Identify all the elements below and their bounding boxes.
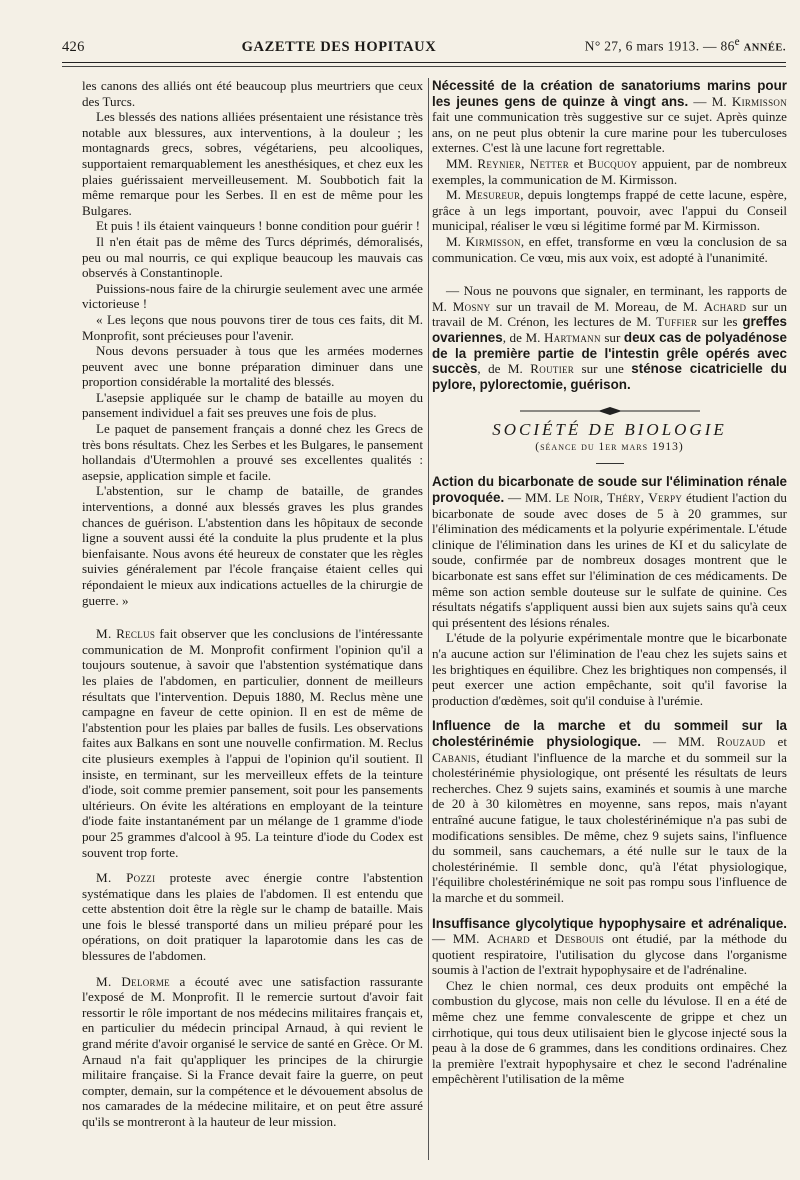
- paragraph: L'abstention, sur le champ de bataille, de grandes interventions, a donné aux blessés graves les plus grandes chances de guérison. L'abstention dans les hôpitaux de seconde ligne a souvent aussi été la conduite la plus prudente et la plus bienfaisante. Nous avons été heureux de constater que les règles suivies généralement par l'école française étaient celles qui répondaient le mieux aux indications actuelles de la chirurgie de guerre. »: [82, 483, 423, 608]
- paragraph: L'étude de la polyurie expérimentale montre que le bicarbonate n'a aucune action sur l'élimination de l'eau chez les sujets sains et les brightiques en équilibre. Chez les brightiques non compensés, il peut exercer une action empêchante, soit qu'il favorise la production d'œdèmes, soit qu'il conduise à l'urémie.: [432, 630, 787, 708]
- paragraph: M. Kirmisson, en effet, transforme en vœu la conclusion de sa communication. Ce vœu, mis aux voix, est adopté à l'unanimité.: [432, 233, 787, 265]
- paragraph-delorme: M. Delorme a écouté avec une satisfaction rassurante l'exposé de M. Monprofit. Il le remercie surtout d'avoir fait ressortir le rôle important de nos médecins militaires français et, en particulier du médecin principal Arnaud, à qui revient le grand mérite d'avoir organisé le service de santé en Grèce. Or M. Arnaud n'a fait qu'appliquer les principes de la chirurgie militaire française. Si la France devait faire la guerre, on peut compter, demain, sur la compétence et le dévouement absolus de nos camarades de la médecine militaire, et on peut être assuré qu'ils se montreront à la hauteur de leur mission.: [82, 973, 423, 1129]
- society-session: (séance du 1er mars 1913): [535, 440, 684, 453]
- paragraph-cholesterinemie: Influence de la marche et du sommeil sur la cholestérinémie physiologique. — MM. Rouzaud et Cabanis, étudiant l'influence de la marche et du sommeil sur la cholestérinémie physiologique, ont présenté les résultats de leurs recherches. Chez 9 sujets sains, examinés et soumis à une marche de 20 à 30 kilomètres en moyenne, sans repos, mais n'ayant entraîné aucune fatigue, le taux cholestérinémique n'a pas subi de modifications sensibles. De même, chez 9 sujets sains, l'influence du sommeil, sans cauchemars, a été nulle sur le taux de la cholestérinémie. Il semble donc, qu'à l'état physiologique, l'équilibre cholestérinémique ne soit pas rompu sous l'influence de la marche et du sommeil.: [432, 718, 787, 905]
- journal-title: GAZETTE DES HOPITAUX: [241, 38, 437, 55]
- paragraph-reclus: M. Reclus fait observer que les conclusions de l'intéressante communication de M. Monprofit confirment l'opinion qu'il a toujours soutenue, à savoir que l'abstention systématique dans les plaies de l'abdomen, en particulier, donnent de meilleurs résultats que l'intervention. Depuis 1880, M. Reclus mène une campagne en faveur de cette opinion. Il en est de même de l'abstention pour les plaies par balles de fusils. Les observations faites aux Balkans en sont une nouvelle confirmation. M. Reclus cite plusieurs exemples à l'appui de l'opinion qu'il soutient. Il insiste, en terminant, sur les merveilleux effets de la teinture d'iode, soit comme premier pansement, soit pour les pansements ultérieurs. On évite les altérations en employant de la teinture d'iode faite instantanément par un mélange de 1 gramme d'iode pour 25 grammes d'alcool à 95. La teinture d'iode du Codex est souvent trop forte.: [82, 626, 423, 860]
- left-column: [82, 78, 423, 1130]
- paragraph: « Les leçons que nous pouvons tirer de tous ces faits, dit M. Monprofit, sont précieuses pour l'avenir.: [82, 311, 423, 343]
- paragraph-rapports: — Nous ne pouvons que signaler, en terminant, les rapports de M. Mosny sur un travail de M. Moreau, de M. Achard sur un travail de M. Crénon, les lectures de M. Tuffier sur les greffes ovariennes, de M. Hartmann sur deux cas de polyadénose de la première partie de l'intestin grêle opérés avec succès, de M. Routier sur une sténose cicatricielle du pylore, pylorectomie, guérison.: [432, 283, 788, 392]
- paragraph: les canons des alliés ont été beaucoup plus meurtriers que ceux des Turcs.: [82, 78, 423, 109]
- issue-info: N° 27, 6 mars 1913. — 86e ANNÉE.: [584, 36, 786, 54]
- paragraph: Le paquet de pansement français a donné chez les Grecs de très bons résultats. Chez les Serbes et les Bulgares, le pansement hollandais d'Utermohlen a prouvé ses excellentes qualités : asepsie, application simple et facile.: [82, 421, 423, 483]
- ornament-rule-icon: [520, 406, 700, 416]
- right-column: [432, 78, 787, 1087]
- society-name: SOCIÉTÉ DE BIOLOGIE: [492, 420, 727, 440]
- paragraph-glycolytique: Insuffisance glycolytique hypophysaire et adrénalique. — MM. Achard et Desbouis ont étudié, par la méthode du quotient respiratoire, l'utilisation du glycose dans l'organisme soumis à l'action de l'extrait hypophysaire et de l'adrénaline.: [432, 915, 787, 978]
- paragraph: Les blessés des nations alliées présentaient une résistance très notable aux blessures, aux interventions, à la douleur ; les montagnards grecs, sobres, végétariens, peu alcooliques, supportaient remarquablement les anesthésiques, et chez eux les plaies guérissaient merveilleusement. M. Soubbotich fait la même remarque pour les Serbes. Il en est de même pour les Bulgares.: [82, 109, 423, 218]
- column-divider: [428, 78, 429, 1160]
- paragraph: L'asepsie appliquée sur le champ de bataille au moyen du pansement individuel a fait ses preuves une fois de plus.: [82, 389, 423, 421]
- society-heading: [432, 406, 787, 464]
- short-rule: [596, 463, 624, 464]
- paragraph: Puissions-nous faire de la chirurgie seulement avec une armée victorieuse !: [82, 280, 423, 312]
- paragraph-sanatoriums: Nécessité de la création de sanatoriums marins pour les jeunes gens de quinze à vingt ans. — M. Kirmisson fait une communication très suggestive sur ce sujet. Après quinze ans, on ne peut plus obtenir la cure marine pour les tuberculoses externes. C'est là une lacune fort regrettable.: [432, 78, 787, 156]
- header-rule-thin: [62, 66, 786, 67]
- paragraph: Chez le chien normal, ces deux produits ont empêché la combustion du glycose, mais non celle du lévulose. Il en a été de même chez une femme convalescente de grippe et chez un cirrhotique, qui tous deux utilisaient bien le glycose injecté sous la peau à la dose de 6 grammes, dans les conditions ordinaires. Chez la première l'extrait hypophysaire et chez le second l'adrénaline empêchèrent l'utilisation de la même: [432, 977, 787, 1087]
- paragraph-pozzi: M. Pozzi proteste avec énergie contre l'abstention systématique dans les plaies de l'abdomen. Il est entendu que cette abstention doit être la règle sur le champ de bataille. Mais une fois le blessé transporté dans un milieu préparé pour les opérations, on doit pratiquer la laparotomie dans les cas de blessures de l'abdomen.: [82, 870, 423, 964]
- paragraph: M. Mesureur, depuis longtemps frappé de cette lacune, espère, grâce à un legs important, pouvoir, avec l'appui du Conseil municipal, réaliser le vœu si légitime formé par M. Kirmisson.: [432, 187, 787, 234]
- paragraph: MM. Reynier, Netter et Bucquoy appuient, par de nombreux exemples, la communication de M. Kirmisson.: [432, 155, 787, 187]
- paragraph: Il n'en était pas de même des Turcs déprimés, démoralisés, peu ou mal nourris, ce qui explique beaucoup les mauvais cas observés à Constantinople.: [82, 233, 423, 281]
- page-number: 426: [62, 38, 85, 55]
- header-rule-thick: [62, 62, 786, 63]
- paragraph-bicarbonate: Action du bicarbonate de soude sur l'élimination rénale provoquée. — MM. Le Noir, Théry, Verpy étudient l'action du bicarbonate de soude avec doses de 5 à 20 grammes, sur l'élimination des médicaments et la polyurie expérimentale. L'étude clinique de l'élimination dans les urines de KI et du salicylate de soude, confirmée par de nombreux dosages montrent que le bicarbonate est sans effet sur l'élimination de ces médicaments. De même son action semble douteuse sur le sulfate de quinine. Ces résultats négatifs s'appliquent aussi bien aux sujets sains qu'à ceux qui présentent des lésions rénales.: [432, 474, 787, 630]
- paragraph: Nous devons persuader à tous que les armées modernes peuvent avec une bonne préparation diminuer dans une proportion considérable la mortalité des blessés.: [82, 343, 423, 390]
- paragraph: Et puis ! ils étaient vainqueurs ! bonne condition pour guérir !: [96, 218, 420, 234]
- page-header: [62, 36, 786, 62]
